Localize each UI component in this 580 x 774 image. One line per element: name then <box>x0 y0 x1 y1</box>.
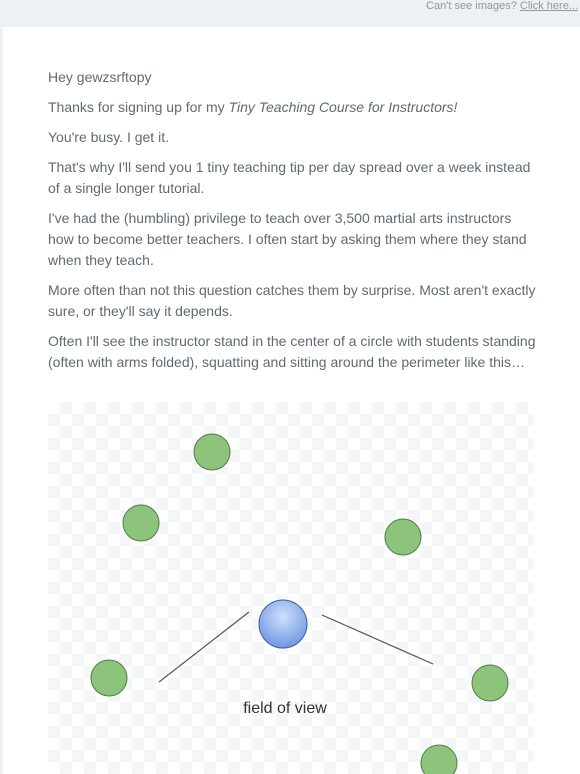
top-bar <box>0 0 580 26</box>
paragraph-busy: You're busy. I get it. <box>48 129 169 145</box>
field-of-view-label: field of view <box>243 700 327 717</box>
student <box>91 660 127 696</box>
paragraph-privilege: I've had the (humbling) privilege to teach over 3,500 martial arts instructors how to become better teachers. I often start by asking them where they stand when they teach. <box>48 210 527 268</box>
preheader <box>426 0 578 12</box>
email-content <box>48 67 538 382</box>
view-line-right <box>322 615 433 664</box>
student <box>194 434 230 470</box>
student <box>123 505 159 541</box>
paragraph-signup <box>48 97 538 118</box>
field-of-view-diagram <box>48 402 534 774</box>
paragraph-surprise: More often than not this question catches them by surprise. Most aren't exactly sure, or they'll say it depends. <box>48 282 536 319</box>
diagram-svg <box>48 402 534 774</box>
paragraph-circle: Often I'll see the instructor stand in the center of a circle with students standing (often with arms folded), squatting and sitting around the perimeter like this… <box>48 333 536 370</box>
student <box>385 519 421 555</box>
course-name: Tiny Teaching Course for Instructors! <box>228 99 458 115</box>
student <box>472 665 508 701</box>
preheader-text: Can't see images? <box>426 0 520 12</box>
email-body <box>3 27 580 774</box>
greeting: Hey gewzsrftopy <box>48 69 152 85</box>
view-in-browser-link[interactable]: Click here... <box>519 0 578 12</box>
instructor <box>259 600 307 648</box>
student <box>421 745 457 774</box>
view-line-left <box>159 612 249 682</box>
signup-text: Thanks for signing up for my <box>48 99 229 115</box>
paragraph-daily-tips: That's why I'll send you 1 tiny teaching tip per day spread over a week instead of a single longer tutorial. <box>48 159 531 196</box>
